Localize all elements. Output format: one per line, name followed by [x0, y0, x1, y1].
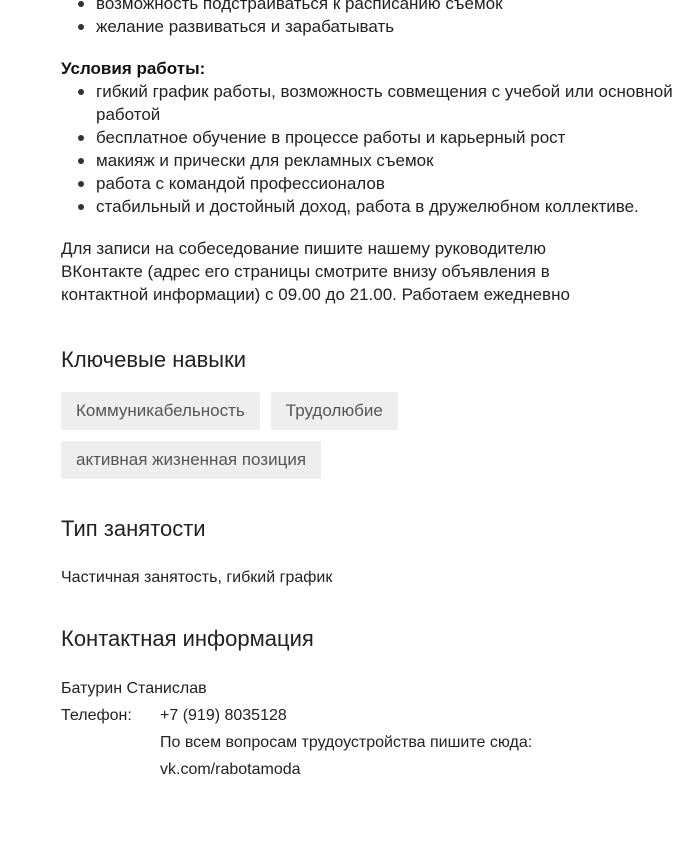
bullet-icon — [78, 204, 84, 210]
skills-list — [61, 392, 501, 479]
vacancy-content — [61, 0, 681, 783]
phone-row — [61, 702, 681, 783]
contacts-title: Контактная информация — [61, 626, 314, 651]
bullet-icon — [78, 158, 84, 164]
skill-chip[interactable]: Коммуникабельность — [61, 392, 260, 430]
bullet-icon — [78, 1, 84, 7]
skills-title: Ключевые навыки — [61, 347, 247, 372]
phone-number[interactable]: +7 (919) 8035128 — [160, 707, 287, 724]
requirements-list — [61, 0, 681, 38]
conditions-list — [61, 80, 681, 218]
conditions-heading: Условия работы: — [61, 59, 206, 78]
phone-comment: По всем вопросам трудоустройства пишите сюда: — [160, 734, 533, 751]
list-item: работа с командой профессионалов — [61, 172, 681, 195]
phone-details — [160, 702, 532, 783]
contact-name: Батурин Станислав — [61, 680, 207, 697]
employment-value: Частичная занятость, гибкий график — [61, 569, 333, 586]
skill-chip[interactable]: Трудолюбие — [271, 392, 398, 430]
bullet-icon — [78, 181, 84, 187]
interview-instructions: Для записи на собеседование пишите нашему руководителю ВКонтакте (адрес его страницы смотрите внизу объявления в контактной информации) с 09.00 до 21.00. Работаем ежедневно — [61, 239, 570, 304]
bullet-icon — [78, 135, 84, 141]
list-item: макияж и прически для рекламных съемок — [61, 149, 681, 172]
skill-chip[interactable]: активная жизненная позиция — [61, 441, 321, 479]
phone-label: Телефон: — [61, 707, 132, 724]
bullet-icon — [78, 89, 84, 95]
list-item: возможность подстраиваться к расписанию съемок — [61, 0, 681, 15]
list-item: бесплатное обучение в процессе работы и карьерный рост — [61, 126, 681, 149]
employment-title: Тип занятости — [61, 516, 206, 541]
list-item: желание развиваться и зарабатывать — [61, 15, 681, 38]
vk-link[interactable]: vk.com/rabotamoda — [160, 761, 301, 778]
bullet-icon — [78, 24, 84, 30]
list-item: гибкий график работы, возможность совмещения с учебой или основной работой — [61, 80, 681, 126]
list-item: стабильный и достойный доход, работа в дружелюбном коллективе. — [61, 195, 681, 218]
